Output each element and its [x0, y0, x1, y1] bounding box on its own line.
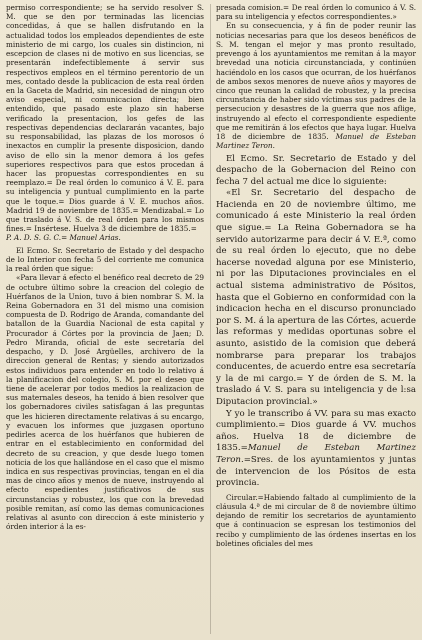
right-paragraph-1: presada comision.= De real órden lo comunico á V. S. para su inteligencia y efectos correspondientes.»	[216, 3, 416, 22]
right-paragraph-6: Circular.=Habiendo faltado al cumplimiento de la cláusula 4.ª de mi circular de 8 de noviembre último dejando de remitir los secretarios de ayuntamiento que á continuacion se espresan los testimonios del recibo y cumplimiento de las órdenes insertas en los boletines oficiales del mes	[216, 492, 416, 548]
right-column	[216, 3, 416, 636]
left-column	[6, 3, 204, 636]
right-paragraph-4: «El Sr. Secretario del despacho de Hacienda en 20 de noviembre último, me comunicado á este Ministerio la real órden que sigue.= La Reina Gobernadora se ha servido autorizarme para decir á V. E.ª, como de su real órden lo ejecuto, que no debe hacerse novedad alguna por ese Ministerio, ni por las Diputaciones provinciales en el actual sistema administrativo de Pósitos, hasta que el Gobierno en conformidad con la indicacion hecha en el discurso pronunciado por S. M. á la apertura de las Córtes, acuerde las reformas y medidas oportunas sobre el asunto, asistido de la comision que deberá nombrarse para preparar los trabajos conducentes, de acuerdo entre esa secretaría y la de mi cargo.= Y de órden de S. M. la traslado á V. S. para su inteligencia y de l:sa Diputacion provincial.»	[216, 188, 416, 407]
left-paragraph-2: El Ecmo. Sr. Secretario de Estado y del despacho de lo Interior con fecha 5 del corriente me comunica la real órden que sigue:	[6, 245, 204, 274]
right-paragraph-5-text: Y yo le transcribo á VV. para su mas exacto cumplimiento.= Dios guarde á VV. muchos años. Huelva 18 de diciembre de 1835.=	[216, 408, 416, 454]
right-paragraph-2-text: En su consecuencia, y á fin de poder reunir las noticias necesarias para que los deseos benéficos de S. M. tengan el mejor y mas pronto resultado, prevengo á los ayuntamientos me remitan á la mayor brevedad una noticia circunstanciada, y continúen haciéndolo en los casos que ocurran, de los huérfanos de ambos sexos menores de nueve años y mayores de cinco que reunan la calidad de robustez, y la precisa circunstancia de haber sido víctimas sus padres de la persecucion y desastres de la guerra que nos aflige, instruyendo al efecto el correspondiente espediente que me remitirán á los efectos que haya lugar. Huelva 18 de diciembre de 1835.	[216, 21, 416, 142]
right-signature-2: Manuel de Esteban Martinez Teron.	[216, 443, 416, 465]
right-paragraph-5-tail: =Sres. de los ayuntamientos y juntas de intervencion de los Pósitos de esta provincia.	[216, 454, 416, 489]
left-paragraph-3: «Para llevar á efecto el benéfico real decreto de 29 de octubre último sobre la creacion del colegio de Huérfanos de la Union, tuvo á bien nombrar S. M. la Reina Gobernadora en 31 del mismo una comision compuesta de D. Rodrigo de Aranda, comandante del batallon de la Guardia Nacional de esta capital y Procurador á Córtes por la provincia de Jaen; D. Pedro Miranda, oficial de este secretaría del despacho, y D. José Argüelles, archivero de la direccion general de Rentas; y siendo autorizados estos individuos para entender en todo lo relativo á la planificacion del colegio, S. M. por el deseo que tiene de acelerar por todos medios la realizacion de sus maternales deseos, ha tenido á bien resolver que los gobernadores civiles satisfagan á las preguntas que les hicieren directamente relativas á su encargo, y evacuen los informes que juzgasen oportuno pedirles acerca de los huérfanos que hubieren de entrar en el establecimiento en conformidad del decreto de su creacion, y que desde luego tomen noticia de los que hallándose en el caso que el mismo indica en sus respectivas provincias, tengan en el dia mas de cinco años y menos de nueve, instruyendo al efecto espedientes justificativos de sus circunstancias y robustez, los que con la brevedad posible remitan, así como las demas comunicaciones relativas al asunto con direccion á este ministerio y órden interior á la es-	[6, 273, 204, 532]
right-paragraph-5	[216, 409, 416, 490]
left-signature-1: P. A. D. S. G. C.= Manuel Arias.	[6, 233, 121, 243]
right-paragraph-2	[216, 21, 416, 150]
left-paragraph-1: permiso correspondiente; se ha servido resolver S. M. que se den por terminadas las licencias concedidas, á que se hallen disfrutando en la actualidad todos los empleados dependientes de este ministerio de mi cargo, los cuales sin distincion, ni escepcion de clases ni de motivo en sus licencias, se presentarán indefectiblemente á servir sus respectivos empleos en el término perentorio de un mes, contado desde la publicacion de esta real órden en la Gaceta de Madrid, sin necesidad de ningun otro aviso especial, ni comunicacion directa; bien entendido, que pasado este plazo sin haberse verificado la presentacion, los gefes de las respectivas dependencias declararán vacantes, bajo su responsabilidad, las plazas de los morosos ó inexactos en cumplir la presente disposicion, dando aviso de ello sin la menor demora á los gefes superiores respectivos para que estos procedan á hacer las propuestas correspondientes en su reemplazo.= De real órden lo comunico á V. E. para su inteligencia y puntual cumplimiento en la parte que le toque.= Dios guarde á V. E. muchos años. Madrid 19 de noviembre de 1835.= Mendizabal.= Lo que traslado á V. S. de real órden para los mismos fines.= Insértese. Huelva 3 de diciembre de 1835.=	[6, 3, 204, 234]
column-divider	[210, 4, 211, 634]
right-paragraph-3: El Ecmo. Sr. Secretario de Estado y del despacho de la Gobernacion del Reino con fecha 7 del actual me dice lo siguiente:	[216, 153, 416, 187]
right-signature-1: Manuel de Esteban Martinez Teron.	[216, 132, 416, 151]
